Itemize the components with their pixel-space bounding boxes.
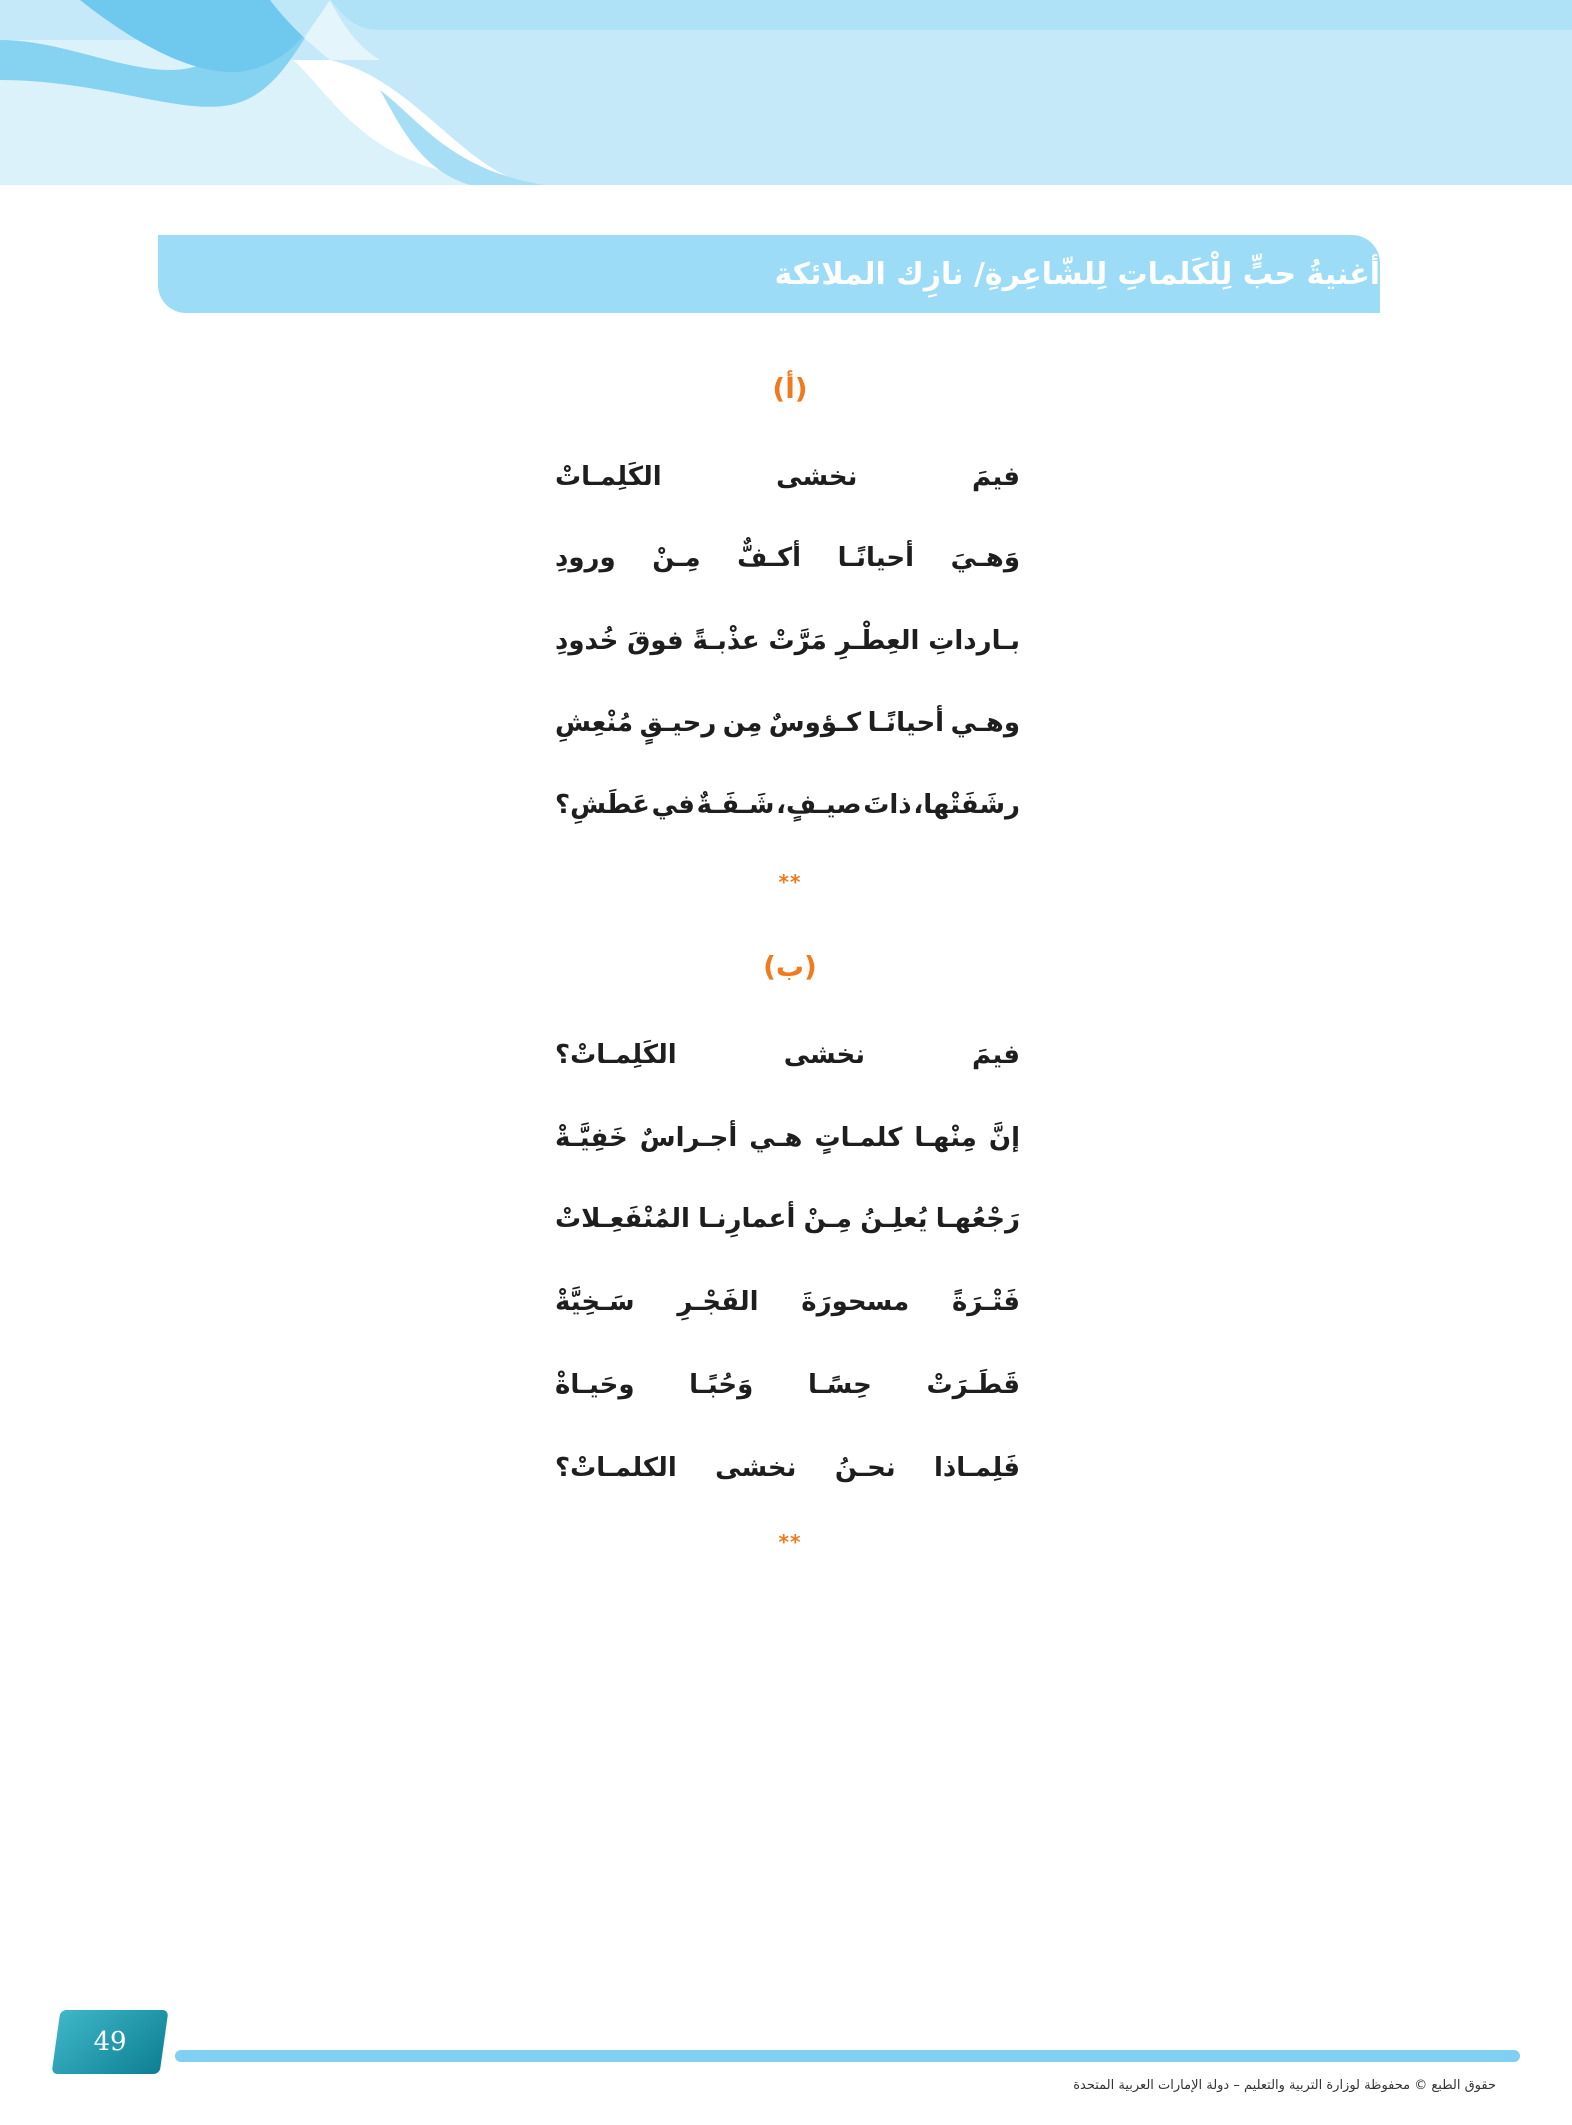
poem-word: مِـنْ [803,1204,852,1234]
poem-word: بـارداتِ [928,626,1020,656]
poem-word: الكلمـاتْ؟ [555,1453,677,1483]
poem-word: مِنْهـا [914,1123,977,1153]
poem-word: هـي [749,1123,803,1153]
poem-line [555,462,1020,492]
poem-word: وَحُبًـا [689,1370,754,1400]
poem-line [555,543,1020,573]
poem-word: أعمارِنـا [698,1204,796,1234]
footer-divider [175,2050,1520,2062]
poem-word: أحيانًـا [867,708,945,738]
poem-word: مِـنْ [652,543,701,573]
poem-word: الفَجْـرِ [677,1287,759,1317]
poem-line [555,626,1020,656]
poem-word: مَرَّتْ [768,626,827,656]
poem-word: عذْبـةً [692,626,760,656]
poem-word: فيمَ [971,1040,1020,1070]
poem-word: إنَّ [988,1123,1020,1153]
poem-word: نخشى [715,1453,797,1483]
poem-word: عَطَشِ؟ [555,790,650,820]
poem-word: نحـنُ [834,1453,896,1483]
poem-word: خَفِيَّـةْ [555,1123,628,1153]
poem-word: قَطَـرَتْ [926,1370,1020,1400]
poem-word: فَتْـرَةً [951,1287,1020,1317]
poem-word: رشَفَتْها، [913,790,1020,820]
section-label-b: (ب) [763,950,817,983]
page-number: 49 [93,2027,127,2057]
poem-line [555,790,1020,820]
poem-line [555,708,1020,738]
section-separator-stars: ** [778,1530,802,1554]
poem-word: وحَيـاةْ [555,1370,635,1400]
poem-line [555,1204,1020,1234]
page-title: أغنيةُ حبٍّ لِلْكَلماتِ لِلشّاعِرةِ/ نازِك الملائكة [774,256,1380,292]
copyright-notice: حقوق الطبع © محفوظة لوزارة التربية والتعليم – دولة الإمارات العربية المتحدة [1073,2078,1496,2093]
poem-word: فوقَ [627,626,684,656]
poem-word: فيمَ [971,462,1020,492]
poem-word: رَجْعُهـا [935,1204,1020,1234]
poem-word: مِن [722,708,763,738]
poem-word: كلمـاتٍ [814,1123,903,1153]
poem-word: وَهـيَ [950,543,1020,573]
poem-word: في [651,790,695,820]
poem-line [555,1040,1020,1070]
poem-word: مسحورَةَ [801,1287,910,1317]
header-decoration [0,0,1572,230]
section-separator-stars: ** [778,870,802,894]
poem-word: صيـفٍ، [776,790,862,820]
poem-word: المُنْفَعِـلاتْ [555,1204,690,1234]
poem-word: الكَلِمـاتْ؟ [555,1040,677,1070]
poem-word: خُدودِ [555,626,619,656]
poem-word: نخشى [776,462,858,492]
poem-word: فَلِمـاذا [934,1453,1020,1483]
poem-line [555,1370,1020,1400]
poem-line [555,1123,1020,1153]
poem-word: أحيانًـا [837,543,915,573]
poem-word: نخشى [783,1040,865,1070]
section-label-a: (أ) [772,372,808,405]
poem-word: أكـفٌّ [737,543,802,573]
poem-word: ذاتَ [863,790,912,820]
title-banner [158,235,1380,313]
poem-line [555,1287,1020,1317]
poem-word: شَـفَـةٌ [696,790,775,820]
poem-line [555,1453,1020,1483]
poem-word: الكَلِمـاتْ [555,462,662,492]
poem-word: يُعلِـنُ [860,1204,928,1234]
poem-word: حِسًـا [807,1370,872,1400]
poem-word: العِطْـرِ [835,626,920,656]
poem-word: مُنْعِشِ [555,708,634,738]
poem-word: أجـراسٌ [639,1123,738,1153]
poem-word: كـؤوسٌ [768,708,862,738]
poem-word: وهـي [950,708,1020,738]
poem-word: سَـخِيَّةْ [555,1287,635,1317]
poem-word: ورودِ [555,543,616,573]
poem-word: رحيـقٍ [639,708,717,738]
